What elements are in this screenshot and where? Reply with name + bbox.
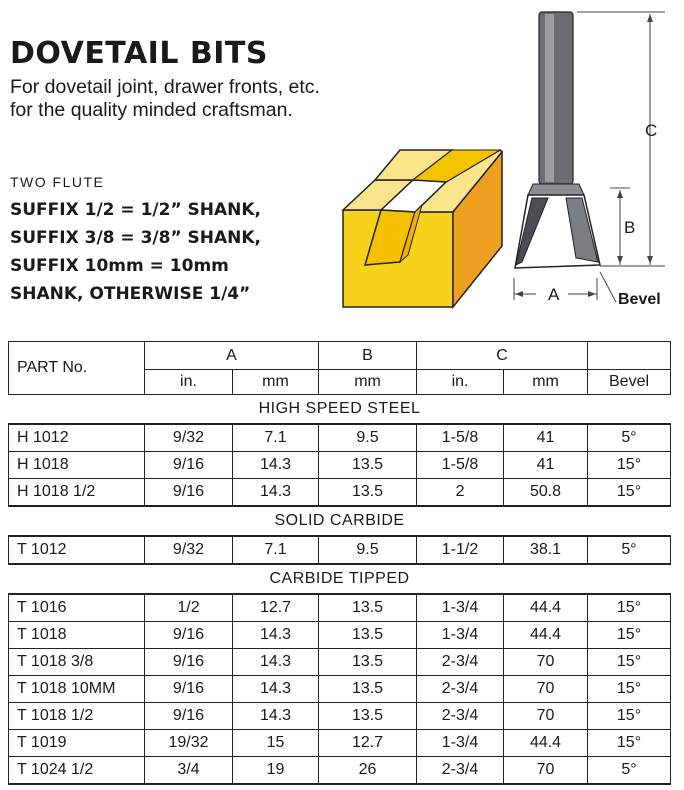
table-row — [9, 676, 671, 703]
cell-part-number: T 1019 — [9, 730, 145, 757]
table-row — [9, 703, 671, 730]
cell-a-in: 9/32 — [145, 424, 233, 452]
cell-c-in: 1-3/4 — [417, 622, 504, 649]
cell-c-mm: 38.1 — [504, 536, 588, 564]
section-row — [9, 506, 671, 536]
cell-c-in: 2-3/4 — [417, 757, 504, 785]
cell-part-number: H 1012 — [9, 424, 145, 452]
cell-c-in: 2-3/4 — [417, 649, 504, 676]
cell-c-mm: 70 — [504, 676, 588, 703]
suffix-line: SHANK, OTHERWISE 1/4” — [10, 284, 251, 304]
cell-b-mm: 12.7 — [319, 730, 417, 757]
dimension-label-a: A — [548, 285, 560, 304]
cell-part-number: T 1016 — [9, 594, 145, 622]
cell-bevel: 15° — [588, 703, 671, 730]
cell-c-in: 1-3/4 — [417, 730, 504, 757]
subheader-b-mm: mm — [319, 370, 417, 395]
cell-c-in: 2-3/4 — [417, 703, 504, 730]
cell-c-in: 1-5/8 — [417, 452, 504, 479]
subheader-bevel: Bevel — [588, 370, 671, 395]
cell-c-mm: 41 — [504, 424, 588, 452]
cell-b-mm: 9.5 — [319, 424, 417, 452]
cell-bevel: 15° — [588, 452, 671, 479]
cell-a-mm: 19 — [233, 757, 319, 785]
cell-c-in: 1-3/4 — [417, 594, 504, 622]
dovetail-bits-table — [8, 341, 671, 785]
cell-c-mm: 44.4 — [504, 730, 588, 757]
cell-c-mm: 50.8 — [504, 479, 588, 507]
table-row — [9, 622, 671, 649]
table-row — [9, 757, 671, 785]
subheader-c-mm: mm — [504, 370, 588, 395]
cell-a-in: 9/16 — [145, 622, 233, 649]
column-header-part: PART No. — [9, 342, 145, 395]
subheader-c-in: in. — [417, 370, 504, 395]
suffix-line: SUFFIX 10mm = 10mm — [10, 256, 229, 276]
cell-part-number: T 1024 1/2 — [9, 757, 145, 785]
cell-c-mm: 44.4 — [504, 622, 588, 649]
cell-c-mm: 44.4 — [504, 594, 588, 622]
cell-a-in: 9/16 — [145, 479, 233, 507]
cell-c-in: 2-3/4 — [417, 676, 504, 703]
table-row — [9, 536, 671, 564]
cell-part-number: T 1012 — [9, 536, 145, 564]
cell-a-in: 3/4 — [145, 757, 233, 785]
cell-bevel: 5° — [588, 757, 671, 785]
cell-bevel: 5° — [588, 424, 671, 452]
cell-a-mm: 14.3 — [233, 452, 319, 479]
cell-a-mm: 14.3 — [233, 479, 319, 507]
bevel-label: Bevel — [618, 291, 661, 308]
cell-a-in: 1/2 — [145, 594, 233, 622]
cell-a-in: 9/16 — [145, 649, 233, 676]
cell-a-mm: 7.1 — [233, 424, 319, 452]
cell-bevel: 15° — [588, 479, 671, 507]
table-row — [9, 452, 671, 479]
cell-b-mm: 13.5 — [319, 649, 417, 676]
table-row — [9, 479, 671, 507]
cell-bevel: 15° — [588, 594, 671, 622]
cell-b-mm: 13.5 — [319, 703, 417, 730]
cell-c-in: 2 — [417, 479, 504, 507]
table-body — [9, 342, 671, 785]
cell-a-in: 9/16 — [145, 703, 233, 730]
cell-a-mm: 14.3 — [233, 676, 319, 703]
dovetail-block-illustration — [343, 150, 502, 307]
cell-part-number: T 1018 1/2 — [9, 703, 145, 730]
table-row — [9, 594, 671, 622]
cell-part-number: T 1018 3/8 — [9, 649, 145, 676]
cell-a-in: 9/16 — [145, 452, 233, 479]
column-header-a: A — [145, 342, 319, 370]
cell-a-mm: 14.3 — [233, 703, 319, 730]
table-row — [9, 424, 671, 452]
section-row — [9, 564, 671, 594]
subheader-a-mm: mm — [233, 370, 319, 395]
cell-b-mm: 9.5 — [319, 536, 417, 564]
cell-part-number: H 1018 — [9, 452, 145, 479]
subheader-a-in: in. — [145, 370, 233, 395]
flute-label: TWO FLUTE — [10, 174, 105, 190]
cell-a-mm: 12.7 — [233, 594, 319, 622]
column-header-blank — [588, 342, 671, 370]
cell-b-mm: 13.5 — [319, 452, 417, 479]
cell-bevel: 15° — [588, 730, 671, 757]
cell-b-mm: 13.5 — [319, 594, 417, 622]
cell-part-number: T 1018 10MM — [9, 676, 145, 703]
cell-b-mm: 13.5 — [319, 479, 417, 507]
section-title: HIGH SPEED STEEL — [9, 395, 671, 425]
section-title: SOLID CARBIDE — [9, 506, 671, 536]
cell-bevel: 5° — [588, 536, 671, 564]
cell-bevel: 15° — [588, 676, 671, 703]
cell-c-mm: 70 — [504, 649, 588, 676]
suffix-line: SUFFIX 3/8 = 3/8” SHANK, — [10, 228, 262, 248]
column-header-b: B — [319, 342, 417, 370]
router-bit-illustration — [515, 12, 600, 268]
cell-b-mm: 13.5 — [319, 622, 417, 649]
cell-bevel: 15° — [588, 622, 671, 649]
dimension-label-c: C — [645, 121, 658, 140]
column-header-c: C — [417, 342, 588, 370]
product-description: For dovetail joint, drawer fronts, etc. for the quality minded craftsman. — [10, 76, 320, 121]
dovetail-diagram — [0, 0, 684, 330]
table-row — [9, 730, 671, 757]
table-header-row — [9, 342, 671, 370]
cell-part-number: H 1018 1/2 — [9, 479, 145, 507]
cell-a-mm: 14.3 — [233, 622, 319, 649]
cell-a-mm: 14.3 — [233, 649, 319, 676]
cell-b-mm: 26 — [319, 757, 417, 785]
page-title: DOVETAIL BITS — [10, 36, 268, 71]
section-title: CARBIDE TIPPED — [9, 564, 671, 594]
cell-c-mm: 41 — [504, 452, 588, 479]
cell-c-mm: 70 — [504, 703, 588, 730]
cell-a-in: 9/32 — [145, 536, 233, 564]
cell-part-number: T 1018 — [9, 622, 145, 649]
dimension-label-b: B — [624, 218, 636, 237]
section-row — [9, 395, 671, 425]
cell-c-in: 1-5/8 — [417, 424, 504, 452]
table-row — [9, 649, 671, 676]
cell-c-in: 1-1/2 — [417, 536, 504, 564]
cell-c-mm: 70 — [504, 757, 588, 785]
cell-b-mm: 13.5 — [319, 676, 417, 703]
cell-bevel: 15° — [588, 649, 671, 676]
suffix-line: SUFFIX 1/2 = 1/2” SHANK, — [10, 200, 262, 220]
cell-a-mm: 15 — [233, 730, 319, 757]
cell-a-in: 9/16 — [145, 676, 233, 703]
cell-a-mm: 7.1 — [233, 536, 319, 564]
cell-a-in: 19/32 — [145, 730, 233, 757]
